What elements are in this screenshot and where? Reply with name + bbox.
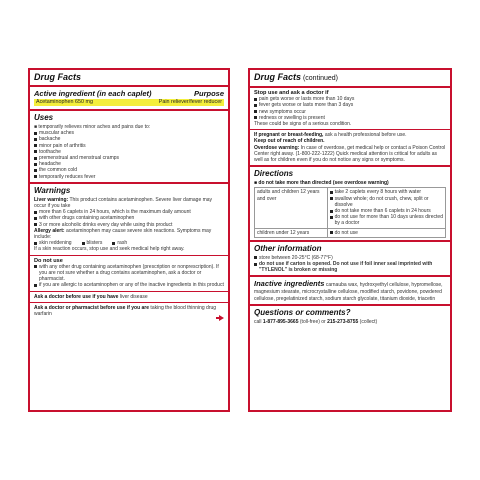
ask-pharmacist-section: Ask a doctor or pharmacist before use if you are taking the blood thinning drug warfarin <box>30 302 228 325</box>
questions-phone-line: call 1-877-895-3665 (toll-free) or 215-273-8755 (collect) <box>254 318 378 325</box>
drug-facts-title: Drug Facts <box>254 72 302 82</box>
age-cell: adults and children 12 years and over <box>255 188 328 228</box>
uses-heading: Uses <box>34 113 54 122</box>
bullet-icon <box>330 216 333 219</box>
list-item: headache <box>34 161 224 167</box>
bullet-icon <box>34 175 37 178</box>
ask-doctor-label: Ask a doctor before use if you have <box>34 293 119 300</box>
other-information-heading: Other information <box>254 243 322 253</box>
allergy-alert: Allergy alert: acetaminophen may cause severe skin reactions. Symptoms may include: <box>34 227 212 241</box>
list-item: backache <box>34 136 224 142</box>
dose-cell: do not use <box>327 228 445 237</box>
bullet-icon <box>34 169 37 172</box>
bullet-icon <box>34 265 37 268</box>
list-item: if you are allergic to acetaminophen or any of the inactive ingredients in this product <box>34 282 224 288</box>
list-item: redness or swelling is present <box>254 115 446 121</box>
directions-section <box>250 165 450 240</box>
list-item: minor pain of arthritis <box>34 143 224 149</box>
directions-table <box>254 187 446 237</box>
bullet-icon <box>254 256 257 259</box>
list-item: premenstrual and menstrual cramps <box>34 155 224 161</box>
allergy-after: If a skin reaction occurs, stop use and seek medical help right away. <box>34 246 185 253</box>
list-item: the common cold <box>34 167 224 173</box>
drug-facts-title: Drug Facts <box>34 72 82 82</box>
uses-section <box>30 109 228 182</box>
pregnancy-section: If pregnant or breast-feeding, ask a health professional before use. Keep out of reach of children. Overdose warning: In case of overdose, get medical help or contact a Poison Control Center right away. (1-800-222-1222) Quick medical attention is critical for adults as well as for children even if you do not notice any signs or symptoms. <box>250 129 450 165</box>
ask-doctor-section: Ask a doctor before use if you have liver disease <box>30 291 228 302</box>
warnings-section <box>30 182 228 255</box>
age-cell: children under 12 years <box>255 228 328 237</box>
keep-out-of-reach: Keep out of reach of children. <box>254 138 325 145</box>
directions-note: ■ do not take more than directed (see overdose warning) <box>254 180 389 187</box>
table-row <box>255 228 446 237</box>
overdose-label: Overdose warning: <box>254 144 300 151</box>
uses-intro: ■ temporarily relieves minor aches and pains due to: <box>34 124 151 130</box>
pregnancy-label: If pregnant or breast-feeding, <box>254 132 324 139</box>
bullet-icon <box>34 157 37 160</box>
stop-use-after: These could be signs of a serious condition. <box>254 121 352 128</box>
stop-use-heading: Stop use and ask a doctor if <box>254 90 329 96</box>
bullet-icon <box>34 223 37 226</box>
bullet-icon <box>34 132 37 135</box>
bullet-icon <box>34 284 37 287</box>
list-item: with other drugs containing acetaminophen <box>34 215 224 221</box>
list-item: more than 6 caplets in 24 hours, which is the maximum daily amount <box>34 209 224 215</box>
bullet-icon <box>330 191 333 194</box>
active-ingredient-section <box>30 85 228 109</box>
list-item: muscular aches <box>34 130 224 136</box>
phone-collect: 215-273-8755 <box>327 318 359 325</box>
allergy-symptoms: skin reddening blisters rash <box>34 240 224 246</box>
continued-label: (continued) <box>301 75 338 82</box>
bullet-icon <box>82 242 85 245</box>
list-item: toothache <box>34 149 224 155</box>
list-item: new symptoms occur <box>254 109 446 115</box>
active-ingredient-row <box>34 99 224 106</box>
bullet-icon <box>34 138 37 141</box>
phone-tollfree: 1-877-895-3665 <box>262 318 299 325</box>
bullet-icon <box>330 210 333 213</box>
drug-facts-header-continued <box>250 70 450 86</box>
bullet-icon <box>254 98 257 101</box>
questions-section <box>250 304 450 327</box>
bullet-icon <box>254 116 257 119</box>
bullet-icon <box>34 242 37 245</box>
bullet-icon <box>254 263 257 266</box>
bullet-icon <box>330 231 333 234</box>
list-item: do not use if carton is opened. Do not use if foil inner seal imprinted with "TYLENOL" is broken or missing <box>254 261 446 273</box>
directions-heading: Directions <box>254 169 294 179</box>
liver-warning: Liver warning: This product contains acetaminophen. Severe liver damage may occur if you take <box>34 196 213 210</box>
ingredient-name: Acetaminophen 650 mg <box>36 99 93 105</box>
list-item: fever gets worse or lasts more than 3 days <box>254 102 446 108</box>
do-not-use-section <box>30 255 228 291</box>
continue-arrow-icon <box>219 315 224 321</box>
list-item: temporarily reduces fever <box>34 174 224 180</box>
bullet-icon <box>254 110 257 113</box>
questions-heading: Questions or comments? <box>254 307 351 317</box>
bullet-icon <box>330 197 333 200</box>
bullet-icon <box>254 104 257 107</box>
bullet-icon <box>34 144 37 147</box>
other-information-section <box>250 240 450 276</box>
bullet-icon <box>112 242 115 245</box>
bullet-icon <box>34 211 37 214</box>
bullet-icon <box>34 217 37 220</box>
drug-facts-panel-right <box>248 68 452 412</box>
ask-pharmacist-label: Ask a doctor or pharmacist before use if you are <box>34 304 150 311</box>
warnings-heading: Warnings <box>34 185 71 195</box>
list-item: store between 20-25°C (68-77°F) <box>254 255 446 261</box>
bullet-icon <box>34 150 37 153</box>
table-row <box>255 188 446 228</box>
ingredient-purpose: Pain reliever/fever reducer <box>158 99 222 105</box>
do-not-use-heading: Do not use <box>34 257 63 264</box>
stop-use-section <box>250 86 450 129</box>
list-item: 3 or more alcoholic drinks every day while using this product <box>34 222 224 228</box>
purpose-heading: Purpose <box>193 89 224 98</box>
drug-facts-header <box>30 70 228 85</box>
inactive-ingredients-heading: Inactive ingredients <box>254 279 325 289</box>
list-item: pain gets worse or lasts more than 10 days <box>254 96 446 102</box>
active-ingredient-heading: Active ingredient (in each caplet) <box>34 89 152 98</box>
drug-facts-panel-left <box>28 68 230 412</box>
bullet-icon <box>34 163 37 166</box>
inactive-ingredients-section: Inactive ingredients carnauba wax, hydroxyethyl cellulose, hypromellose, magnesium stearate, microcrystalline cellulose, modified starch, povidone, powdered cellulose, pregelatinized starch, sodium starch glycolate, titanium dioxide, triacetin <box>250 275 450 303</box>
dose-cell: take 2 caplets every 8 hours with water swallow whole; do not crush, chew, split or dissolve do not take more than 6 caplets in 24 hours do not use for more than 10 days unless directed by a doctor <box>327 188 445 228</box>
list-item: with any other drug containing acetaminophen (prescription or nonprescription). If you are not sure whether a drug contains acetaminophen, ask a doctor or pharmacist. <box>34 264 224 283</box>
